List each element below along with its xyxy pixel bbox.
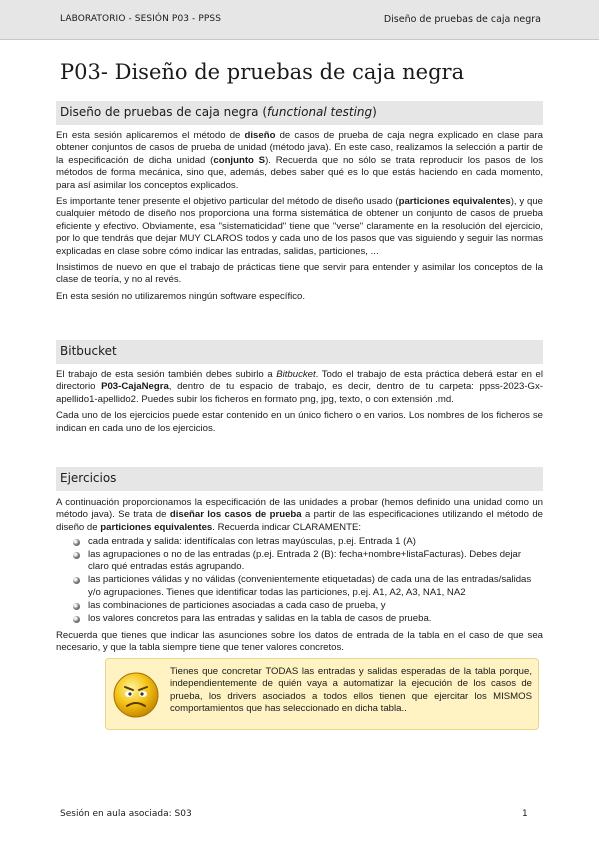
list-item: las agrupaciones o no de las entradas (p.ej. Entrada 2 (B): fecha+nombre+listaFacturas). Debes dejar claro qué entradas estás agrupando. xyxy=(70,549,543,574)
bullet-icon xyxy=(73,603,80,610)
bullet-icon xyxy=(73,539,80,546)
section-heading-bitbucket xyxy=(56,340,543,364)
section-heading-italic: functional testing xyxy=(267,105,373,119)
section-heading-exercises xyxy=(56,467,543,491)
page-header xyxy=(0,0,599,40)
section-heading-text: Bitbucket xyxy=(60,344,117,358)
section-design-body xyxy=(56,130,543,307)
warning-smiley-icon xyxy=(106,665,168,727)
section-heading-text: Diseño de pruebas de caja negra xyxy=(60,105,259,119)
section-heading-design: Diseño de pruebas de caja negra (functional testing) xyxy=(56,101,543,125)
bullet-icon xyxy=(73,552,80,559)
paragraph: El trabajo de esta sesión también debes subirlo a Bitbucket. Todo el trabajo de esta práctica deberá estar en el directorio P03-CajaNegra, dentro de tu espacio de trabajo, es decir, dentro de tu carpeta: ppss-2023-Gx-apellido1-apellido2. Puedes subir los ficheros en formato png, jpg, texto, o con extensión .md. xyxy=(56,369,543,405)
list-item: los valores concretos para las entradas y salidas en la tabla de casos de prueba. xyxy=(70,613,543,625)
paragraph: En esta sesión no utilizaremos ningún software específico. xyxy=(56,290,306,302)
header-topic-label: Diseño de pruebas de caja negra xyxy=(383,14,541,25)
bullet-icon xyxy=(73,577,80,584)
list-item: las combinaciones de particiones asociadas a cada caso de prueba, y xyxy=(70,600,543,612)
page-title: P03- Diseño de pruebas de caja negra xyxy=(60,60,465,84)
paragraph: Insistimos de nuevo en que el trabajo de prácticas tiene que servir para entender y asimilar los conceptos de la clase de teoría, y no al revés. xyxy=(56,262,543,286)
section-exercises-reminder xyxy=(56,630,543,659)
requirements-list xyxy=(70,536,543,626)
paragraph: En esta sesión aplicaremos el método de diseño de casos de prueba de caja negra explicado en clase para obtener conjuntos de casos de prueba de unidad (método java). En este caso, realizamos la selección a partir de la especificación de dicha unidad (conjunto S). Recuerda que no sólo se trata reproducir los pasos de los métodos de forma mecánica, sino que, además, debes saber qué es lo que estás haciendo en cada momento, para así asimilar los conceptos explicados. xyxy=(56,130,543,191)
warning-note-text: Tienes que concretar TODAS las entradas y salidas esperadas de la tabla porque, independientemente de quién vaya a automatizar la ejecución de los casos de prueba, los drivers asociados a todos ellos tienen que ejercitar los MISMOS comportamientos que has seleccionado en dicha tabla.. xyxy=(170,666,532,715)
paragraph: Es importante tener presente el objetivo particular del método de diseño usado (particiones equivalentes), y que cualquier método de diseño nos proporciona una forma sistemática de obtener un conjunto de casos de prueba eficiente y efectivo. Obviamente, esa "sistematicidad" tiene que "verse" claramente en la resolución del ejercicio, por lo que tendrás que dejar MUY CLAROS todos y cada uno de los pasos que vas siguiendo y seguir las normas explicadas en clase sobre cómo indicar las entradas, salidas, particiones, ... xyxy=(56,196,544,257)
header-course-label: LABORATORIO - SESIÓN P03 - PPSS xyxy=(60,14,222,24)
paragraph: Cada uno de los ejercicios puede estar contenido en un único fichero o en varios. Los nombres de los ficheros se indican en cada uno de los ejercicios. xyxy=(56,410,543,434)
paragraph: Recuerda que tienes que indicar las asunciones sobre los datos de entrada de la tabla en el caso de que sea necesario, y que la tabla siempre tiene que tener valores concretos. xyxy=(56,630,543,654)
footer-session-label: Sesión en aula asociada: S03 xyxy=(60,809,192,819)
section-exercises-intro xyxy=(56,497,543,538)
list-item: cada entrada y salida: identifícalas con letras mayúsculas, p.ej. Entrada 1 (A) xyxy=(70,536,543,548)
page-number: 1 xyxy=(522,809,528,819)
bullet-icon xyxy=(73,616,80,623)
section-bitbucket-body xyxy=(56,369,543,439)
paragraph: A continuación proporcionamos la especificación de las unidades a probar (hemos definido una unidad como un método java). Se trata de diseñar los casos de prueba a partir de las especificaciones utilizando el método de diseño de particiones equivalentes. Recuerda indicar CLARAMENTE: xyxy=(56,497,543,533)
section-heading-text: Ejercicios xyxy=(60,471,117,485)
list-item: las particiones válidas y no válidas (convenientemente etiquetadas) de cada una de las entradas/salidas y/o agrupaciones. Tienes que identificar todas las particiones, p.ej. A1, A2, A3, NA1, NA2 xyxy=(70,574,543,599)
warning-note xyxy=(105,658,539,730)
